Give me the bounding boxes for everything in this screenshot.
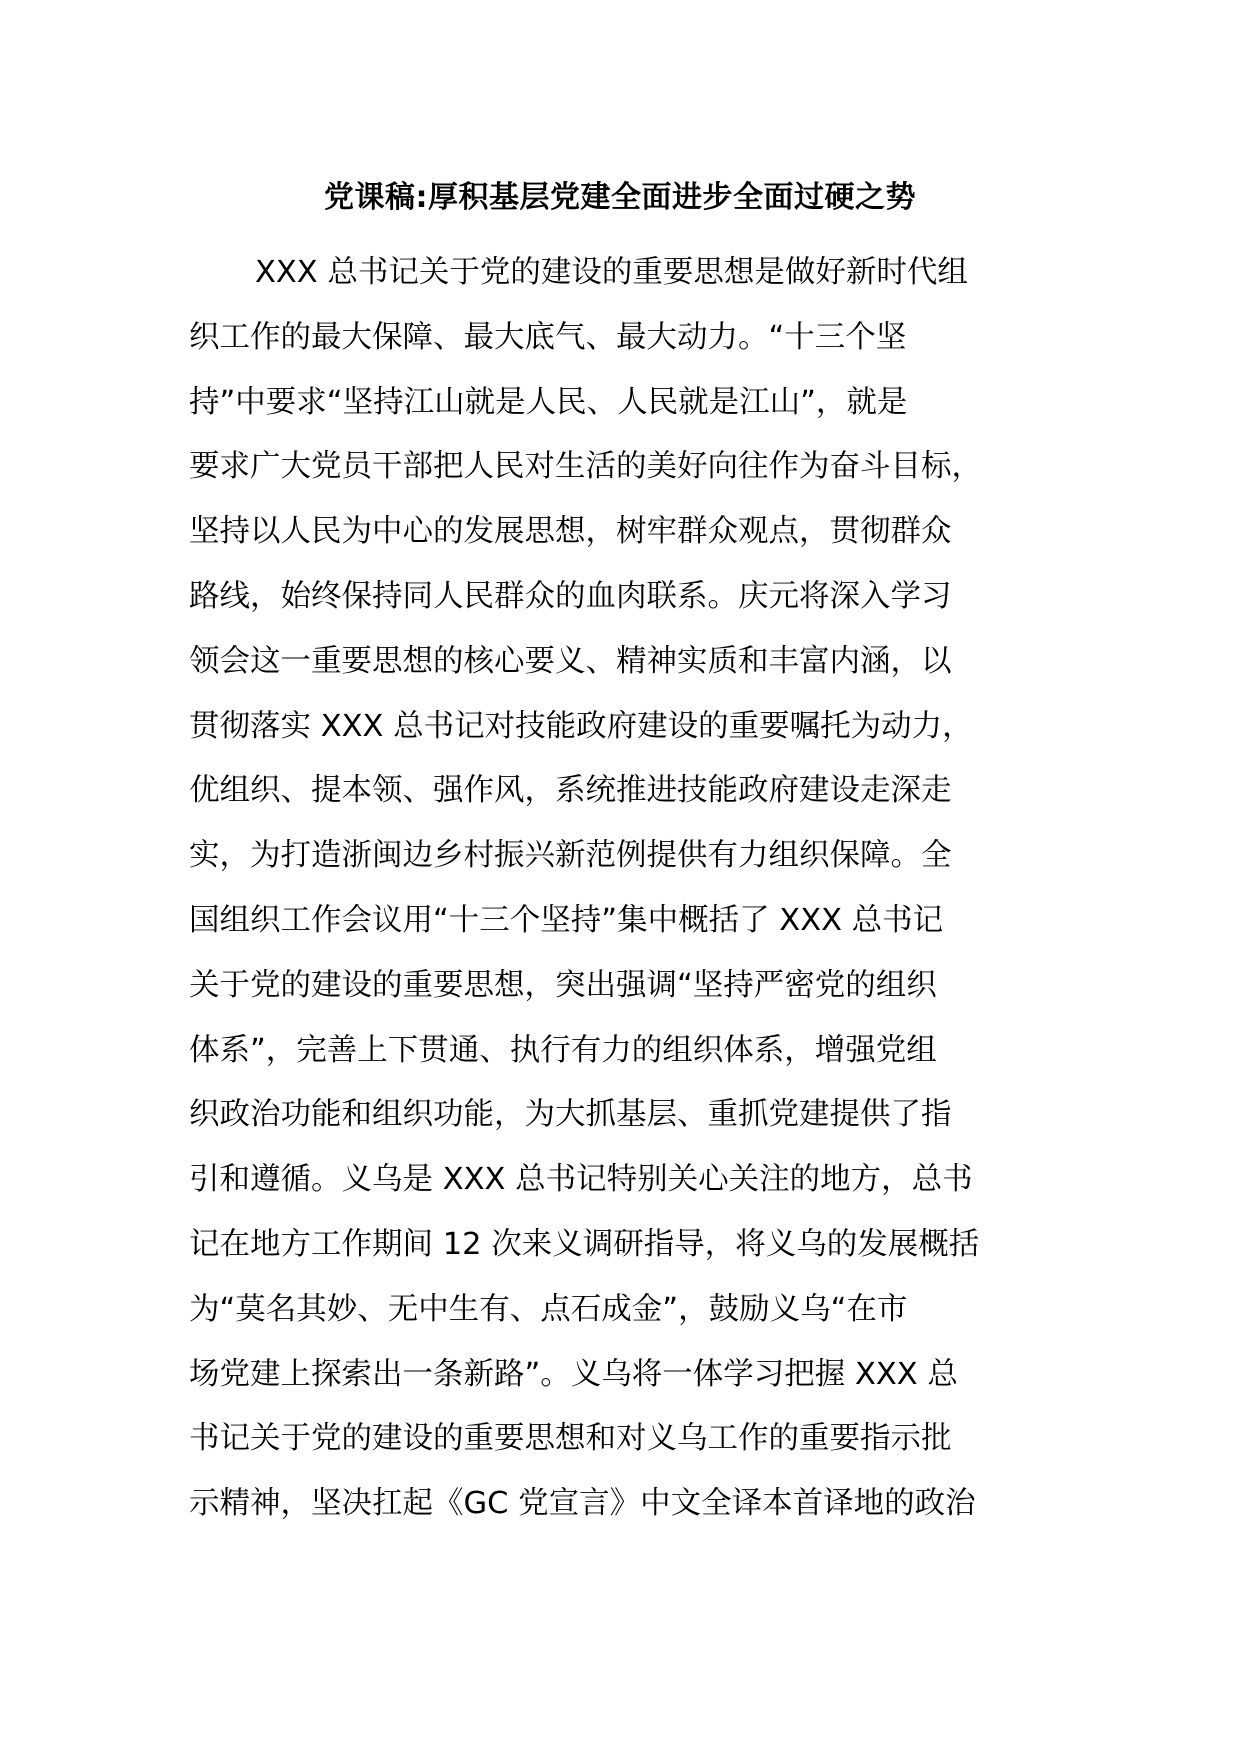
text-line: 领会这一重要思想的核心要义、精神实质和丰富内涵，以 (189, 643, 952, 679)
text-line: 织工作的最大保障、最大底气、最大动力。“十三个坚 (189, 319, 907, 355)
text-line: 为“莫名其妙、无中生有、点石成金”，鼓励义乌“在市 (189, 1291, 908, 1327)
text-line: 国组织工作会议用“十三个坚持”集中概括了 XXX 总书记 (189, 902, 944, 938)
text-line: 实，为打造浙闽边乡村振兴新范例提供有力组织保障。全 (189, 838, 952, 874)
text-line: XXX 总书记关于党的建设的重要思想是做好新时代组 (255, 255, 968, 290)
text-line: 贯彻落实 XXX 总书记对技能政府建设的重要嘱托为动力， (189, 708, 973, 744)
text-line: 坚持以人民为中心的发展思想，树牢群众观点，贯彻群众 (189, 514, 952, 550)
text-line: 关于党的建设的重要思想，突出强调“坚持严密党的组织 (189, 967, 937, 1003)
text-line: 持”中要求“坚持江山就是人民、人民就是江山”，就是 (189, 384, 908, 420)
text-line: 要求广大党员干部把人民对生活的美好向往作为奋斗目标， (189, 449, 982, 485)
text-line: 路线，始终保持同人民群众的血肉联系。庆元将深入学习 (189, 578, 952, 614)
text-line: 织政治功能和组织功能，为大抓基层、重抓党建提供了指 (189, 1097, 952, 1133)
body-paragraph (189, 241, 1051, 1537)
text-line: 书记关于党的建设的重要思想和对义乌工作的重要指示批 (189, 1421, 952, 1457)
text-line: 引和遵循。义乌是 XXX 总书记特别关心关注的地方，总书 (189, 1162, 973, 1198)
text-line: 示精神，坚决扛起《GC 党宣言》中文全译本首译地的政治 (189, 1486, 976, 1522)
text-line: 场党建上探索出一条新路”。义乌将一体学习把握 XXX 总 (189, 1356, 958, 1392)
document-title: 党课稿:厚积基层党建全面进步全面过硬之势 (324, 180, 916, 215)
text-line: 记在地方工作期间 12 次来义调研指导，将义乌的发展概括 (189, 1226, 980, 1262)
text-line: 优组织、提本领、强作风，系统推进技能政府建设走深走 (189, 773, 952, 809)
text-line: 体系”，完善上下贯通、执行有力的组织体系，增强党组 (189, 1032, 937, 1068)
